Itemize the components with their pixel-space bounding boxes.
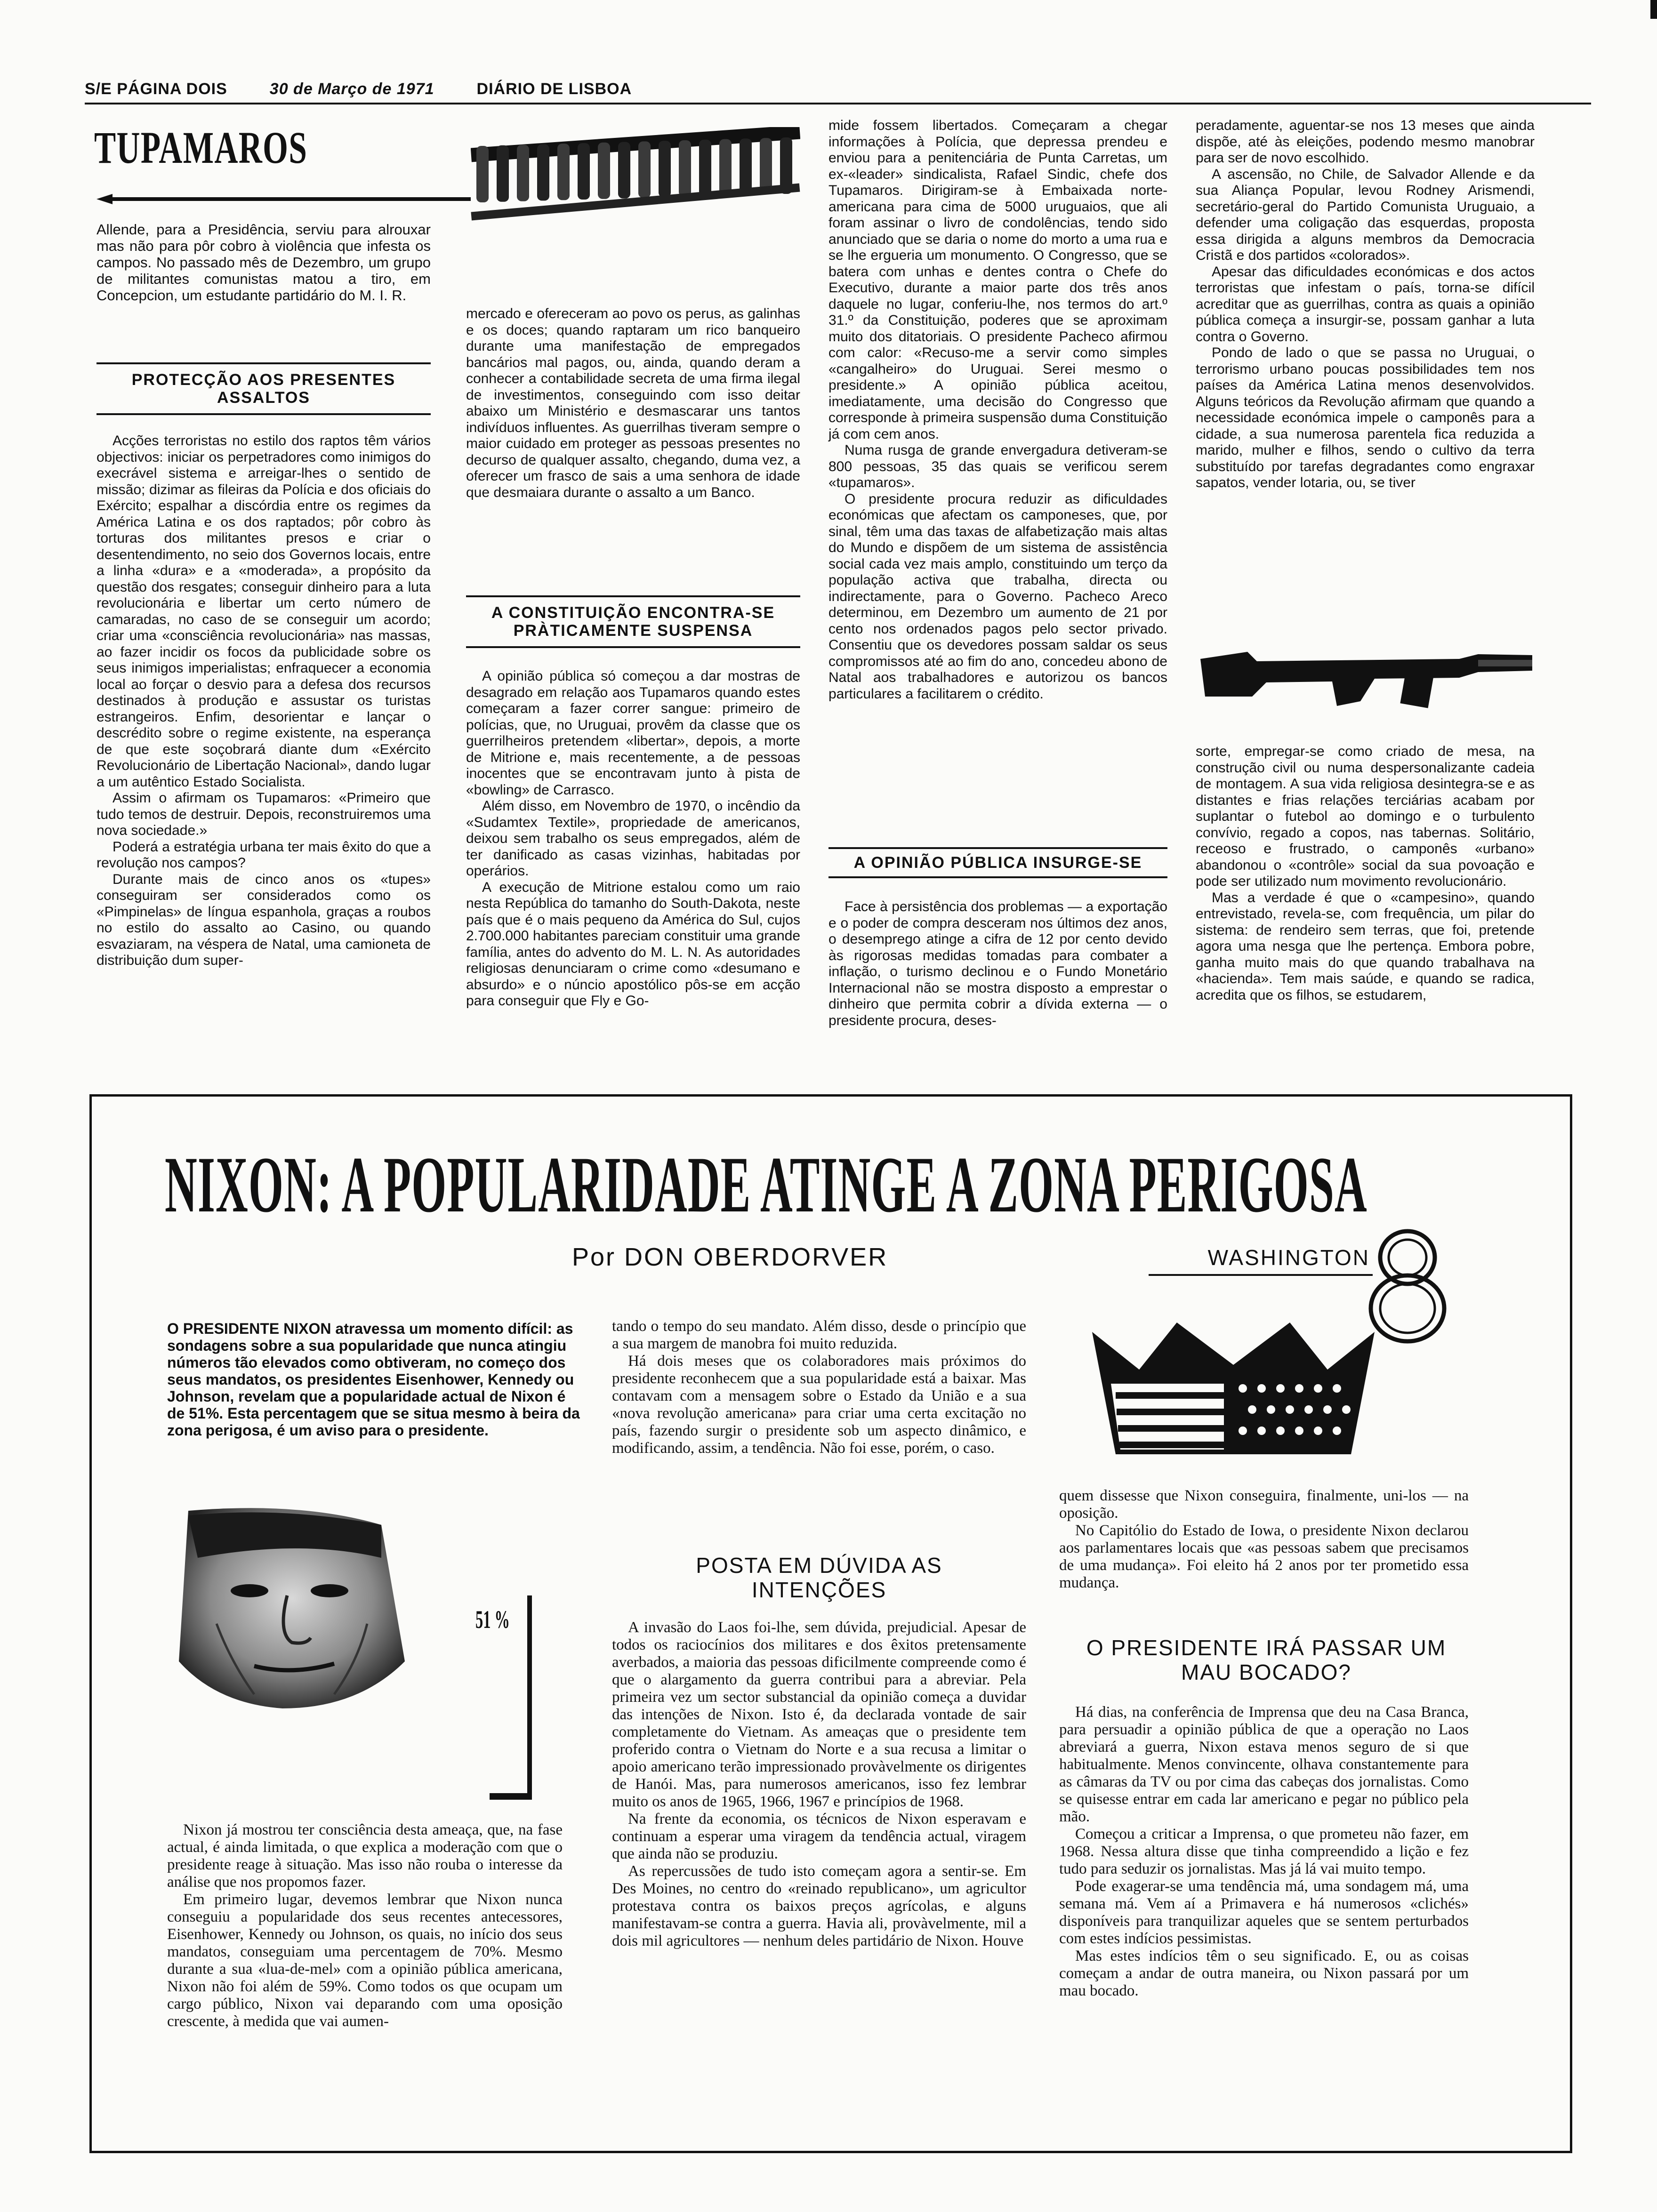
paragraph: tando o tempo do seu mandato. Além disso, desde o princípio que a sua margem de manobra foi muito reduzida.: [612, 1318, 1026, 1352]
nixon-headline: NIXON: A POPULARIDADE ATINGE A ZONA PERIGOSA: [165, 1140, 1367, 1229]
star-shape: [1314, 1427, 1322, 1435]
star-shape: [1304, 1405, 1313, 1414]
star-shape: [1239, 1427, 1247, 1435]
rifle-image: [1196, 626, 1535, 720]
bullet-shape: [719, 139, 732, 196]
ammunition-belt-image: [471, 127, 800, 245]
star-shape: [1295, 1384, 1303, 1393]
paragraph: As repercussões de tudo isto começam agora a sentir-se. Em Des Moines, no centro do «reinado republicano», um agricultor protestava contra os baixos preços agrícolas, e alguns manifestavam-se contra a guerra. Havia ali, provàvelmente, mil a dois mil agricultores — nenhum deles partidário de Nixon. Houve: [612, 1863, 1026, 1949]
dateline: WASHINGTON: [1149, 1245, 1373, 1276]
issue-date: 30 de Março de 1971: [269, 80, 434, 98]
paragraph: O presidente procura reduzir as dificuldades económicas que afectam os camponeses, que, por sinal, têm uma das taxas de alfabetização mais altas do Mundo e dispõem de um sistema de assistência social cada vez mais amplo, constituindo um terço da população activa que trabalha, directa ou indirectamente, para o Governo. Pacheco Areco determinou, em Dezembro um aumento de 21 por cento nos ordenados pagos pelo sector privado. Consentiu que os devedores possam saldar os seus compromissos até ao fim do ano, concedeu abono de Natal aos trabalhadores e autorizou os bancos particulares a facilitarem o crédito.: [828, 491, 1167, 702]
nixon-lede: O PRESIDENTE NIXON atravessa um momento difícil: as sondagens sobre a sua popularidade que nunca atingiu números tão elevados como obtiveram, no começo dos seus mandatos, os presidentes Eisenhower, Kennedy ou Johnson, revelam que a popularidade actual de Nixon é de 51%. Esta percentagem que se situa mesmo à beira da zona perigosa, é um aviso para o presidente.: [167, 1320, 580, 1439]
subheading-2: A CONSTITUIÇÃO ENCONTRA-SE PRÀTICAMENTE SUSPENSA: [466, 595, 800, 648]
bullet-shape: [699, 140, 711, 196]
arrow-left-icon: [97, 194, 483, 204]
paragraph: Além disso, em Novembro de 1970, o incêndio da «Sudamtex Textile», propriedade de americanos, deixou sem trabalho os seus empregados, além de ter danificado as casas vizinhas, habitadas por operários.: [466, 798, 800, 879]
nixon-column-2-body: [612, 1619, 1026, 1950]
crown-flag-illustration: [1083, 1313, 1384, 1464]
paragraph: Durante mais de cinco anos os «tupes» conseguiram ser considerados como os «Pimpinelas» de língua espanhola, graças a roubos no estilo do assalto ao Casino, ou quando esvaziaram, na véspera de Natal, uma camioneta de distribuição dum super-: [97, 871, 431, 968]
bullet-shape: [659, 141, 671, 197]
paragraph: Poderá a estratégia urbana ter mais êxito do que a revolução nos campos?: [97, 839, 431, 871]
bullet-shape: [497, 145, 509, 202]
tupamaros-column-4: [1196, 118, 1535, 491]
paragraph: mide fossem libertados. Começaram a chegar informações à Polícia, que depressa prendeu e enviou para a penitenciária de Punta Carretas, um ex-«leader» sindicalista, Rafael Sindic, chefe dos Tupamaros. Dirigiram-se à Embaixada norte-americana para cima de 5000 uruguaios, que ali foram assinar o livro de condolências, tendo sido anunciado que se daria o nome do morto a uma rua e se lhe ergueria um monumento. O Congresso, que se batera com unhas e dentes contra o Chefe do Executivo, durante a maior parte dos três anos daquele no lugar, conferiu-lhe, nos termos do art.º 31.º da Constituição, poderes que se aproximam muito dos ditatoriais. O presidente Pacheco afirmou com calor: «Recuso-me a servir como simples «cangalheiro» do Uruguai. Serei mesmo o presidente.» A opinião pública aceitou, imediatamente, uma decisão do Congresso que corresponde à primeira suspensão duma Constituição já com cem anos.: [828, 118, 1167, 442]
bullet-shape: [476, 146, 489, 202]
byline: Por DON OBERDORVER: [572, 1243, 888, 1271]
subheading-1: PROTECÇÃO AOS PRESENTES ASSALTOS: [97, 362, 431, 415]
tupamaros-column-1: [97, 221, 431, 304]
star-shape: [1248, 1405, 1256, 1414]
nixon-column-2: [612, 1318, 1026, 1457]
nixon-column-1: [167, 1821, 563, 2030]
nixon-portrait-image: [160, 1506, 447, 1713]
bullet-shape: [578, 143, 590, 200]
paragraph: A opinião pública só começou a dar mostras de desagrado em relação aos Tupamaros quando estes começaram a fazer correr sangue: primeiro de polícias, que, no Uruguai, provêm da classe que os guerrilheiros pretendem «libertar», depois, a morte de Mitrione e, mais recentemente, a de pessoas inocentes que se encontravam junto à pista de «bowling» de Carrasco.: [466, 668, 800, 798]
tupamaros-column-2-body: [466, 668, 800, 1010]
paragraph: quem dissesse que Nixon conseguira, finalmente, uni-los — na oposição.: [1059, 1487, 1469, 1522]
star-shape: [1286, 1405, 1294, 1414]
masthead-rule: [85, 103, 1591, 104]
star-shape: [1276, 1384, 1285, 1393]
paragraph: Há dias, na conferência de Imprensa que deu na Casa Branca, para persuadir a opinião pública de que a operação no Laos abreviará a guerra, Nixon estava menos seguro de si que habitualmente. Menos convincente, olhava constantemente para as câmaras da TV ou por cima das cabeças dos jornalistas. Como se quisesse entrar em cada lar americano e pegar no público pela mão.: [1059, 1704, 1469, 1825]
star-shape: [1257, 1427, 1266, 1435]
bullet-shape: [740, 138, 752, 195]
paragraph: Mas estes indícios têm o seu significado. E, ou as coisas começam a andar de outra maneira, ou Nixon passará por um mau bocado.: [1059, 1948, 1469, 1999]
paragraph: Pondo de lado o que se passa no Uruguai, o terrorismo urbano poucas possibilidades tem nos países da América Latina menos desenvolvidos. Alguns teóricos da Revolução afirmam que quando a necessidade económica impele o camponês para a cidade, a sua numerosa parentela fica reduzida a marido, mulher e filhos, sendo o cultivo da terra substituído por tarefas degradantes como engraxar sapatos, vender lotaria, ou, se tiver: [1196, 345, 1535, 490]
paragraph: Apesar das dificuldades económicas e dos actos terroristas que infestam o país, torna-se difícil acreditar que as guerrilhas, contra as quais a opinião pública começa a insurgir-se, possam ganhar a luta contra o Governo.: [1196, 264, 1535, 345]
bullet-shape: [598, 143, 610, 199]
subheading-3: A OPINIÃO PÚBLICA INSURGE-SE: [828, 847, 1167, 878]
paragraph: A invasão do Laos foi-lhe, sem dúvida, prejudicial. Apesar de todos os raciocínios dos militares e dos êxitos pretensamente averbados, a maioria das pessoas dificilmente compreende como é que o alargamento da guerra contribui para a abreviar. Pela primeira vez um sector substancial da opinião começa a duvidar das intenções de Nixon. Isto é, da declarada vontade de sair completamente do Vietnam. As ameaças que o presidente tem proferido contra o Vietnam do Norte e a sua recusa a limitar o apoio americano terão impressionado provàvelmente os dirigentes de Hanói. Mas, para numerosos americanos, isso fez lembrar muito os anos de 1965, 1966, 1967 e princípios de 1968.: [612, 1619, 1026, 1810]
bullet-shape: [517, 145, 529, 201]
star-shape: [1257, 1384, 1266, 1393]
paragraph: peradamente, aguentar-se nos 13 meses que ainda dispõe, até às eleições, podendo mesmo manobrar para ser de novo escolhido.: [1196, 118, 1535, 166]
paragraph: Nixon já mostrou ter consciência desta ameaça, que, na fase actual, é ainda limitada, o que explica a moderação com que o presidente reage à situação. Mas isso não rouba o interesse da análise que nos propomos fazer.: [167, 1821, 563, 1891]
paragraph: Na frente da economia, os técnicos de Nixon esperavam e continuam a esperar uma viragem da tendência actual, viragem que ainda não se produziu.: [612, 1811, 1026, 1862]
paragraph: Há dois meses que os colaboradores mais próximos do presidente reconhecem que a sua popularidade está a baixar. Mas contavam com a mensagem sobre o Estado da União e a sua «nova revolução americana» para criar uma certa excitação no país, fazendo surgir o presidente sob um aspecto dinâmico, e modificando, assim, a tendência. Não foi esse, porém, o caso.: [612, 1353, 1026, 1457]
paragraph: A ascensão, no Chile, de Salvador Allende e da sua Aliança Popular, levou Rodney Arismendi, secretário-geral do Partido Comunista Uruguaio, a defender uma coligação das esquerdas, proposta essa dirigida a alguns membros da Democracia Cristã e dos partidos «colorados».: [1196, 166, 1535, 263]
paragraph: Acções terroristas no estilo dos raptos têm vários objectivos: iniciar os perpetradores como inimigos do execrável sistema e arreigar-lhes o sentido de missão; dizimar as fileiras da Polícia e dos oficiais do Exército; espalhar a discórdia entre os regimes da América Latina e os dos raptados; pôr cobro às torturas dos militantes presos e criar o desentendimento, no seio dos Governos locais, entre a linha «dura» e a «moderada», a propósito da questão dos resgates; conseguir dinheiro para a luta revolucionária e libertar um certo número de camaradas, no caso de se conseguir um acordo; criar uma «consciência revolucionária» nas massas, ao fazer incidir os focos da publicidade sobre os seus inimigos imperialistas; enfraquecer a economia local ao forçar o desvio para a defesa dos recursos destinados à produção e assustar os turistas estrangeiros. Enfim, desorientar e lançar o descrédito sobre o regime existente, na esperança de que este soçobrará diante dum «Exército Revolucionário de Libertação Nacional», dando lugar a um autêntico Estado Socialista.: [97, 433, 431, 790]
tupamaros-column-1-body: [97, 433, 431, 969]
section-label: S/E PÁGINA DOIS: [85, 80, 227, 98]
bullet-shape: [679, 140, 691, 197]
nixon-column-3-body: [1059, 1704, 1469, 2000]
newspaper-name: DIÁRIO DE LISBOA: [476, 80, 632, 98]
paragraph: Mas a verdade é que o «campesino», quando entrevistado, revela-se, com frequência, um pilar do sistema: de rendeiro sem terras, que foi, pretende agora uma nesga que lhe pertença. Embora pobre, ganha muito mais do que quando trabalhava na «hacienda». Tem mais saúde, e quando se radica, acredita que os filhos, se estudarem,: [1196, 890, 1535, 1003]
bullet-shape: [537, 144, 549, 200]
paragraph: Em primeiro lugar, devemos lembrar que Nixon nunca conseguiu a popularidade dos seus recentes antecessores, Eisenhower, Kennedy ou Johnson, os quais, no início dos seus mandatos, conseguiam uma percentagem de 70%. Mesmo durante a sua «lua-de-mel» com a opinião pública americana, Nixon não foi além de 59%. Como todos os que ocupam um cargo público, Nixon vai deparando com uma oposição crescente, à medida que vai aumen-: [167, 1891, 563, 2030]
star-shape: [1333, 1427, 1341, 1435]
edge-mark: [1650, 0, 1657, 19]
star-shape: [1267, 1405, 1275, 1414]
star-shape: [1342, 1405, 1351, 1414]
paragraph: Assim o afirmam os Tupamaros: «Primeiro que tudo temos de destruir. Depois, reconstruiremos uma nova sociedade.»: [97, 790, 431, 838]
star-shape: [1276, 1427, 1285, 1435]
tupamaros-column-3-body: [828, 899, 1167, 1029]
bullet-shape: [557, 144, 570, 200]
paragraph: Pode exagerar-se uma tendência má, uma sondagem má, uma semana má. Vem aí a Primavera e há numerosos «clichés» disponíveis para tranquilizar aqueles que se sentem perturbados com estes indícios pessimistas.: [1059, 1878, 1469, 1947]
star-shape: [1323, 1405, 1332, 1414]
star-shape: [1295, 1427, 1303, 1435]
nixon-column-3: [1059, 1487, 1469, 1592]
masthead: [85, 80, 632, 98]
subheading-b: O PRESIDENTE IRÁ PASSAR UM MAU BOCADO?: [1086, 1635, 1447, 1684]
popularity-percentage-label: 51 %: [475, 1605, 510, 1634]
star-shape: [1333, 1384, 1341, 1393]
tupamaros-column-4-body: [1196, 744, 1535, 1003]
paragraph: Numa rusga de grande envergadura detiveram-se 800 pessoas, 35 das quais se verificou serem «tupamaros».: [828, 442, 1167, 490]
tupamaros-column-2: [466, 306, 800, 501]
paragraph: mercado e ofereceram ao povo os perus, as galinhas e os doces; quando raptaram um rico banqueiro durante uma manifestação de empregados bancários mal pagos, ou, ainda, quando deram a conhecer a contabilidade secreta de uma firma ilegal de investimentos, conseguindo com isso deitar abaixo um Ministério e desmascarar uns tantos indivíduos influentes. As guerrilhas tiveram sempre o maior cuidado em proteger as pessoas presentes no decurso de qualquer assalto, chegando, duma vez, a oferecer um frasco de sais a uma senhora de idade que desmaiara durante o assalto a um Banco.: [466, 306, 800, 500]
tupamaros-column-3: [828, 118, 1167, 702]
paragraph: Face à persistência dos problemas — a exportação e o poder de compra desceram nos últimos dez anos, o desemprego atinge a cifra de 12 por cento devido às rigorosas medidas tomadas para combater a inflação, o turismo declinou e o Fundo Monetário Internacional não se mostra disposto a emprestar o dinheiro que permita cobrir a dívida externa — o presidente procura, deses-: [828, 899, 1167, 1028]
popularity-bar-base: [490, 1793, 532, 1800]
paragraph: sorte, empregar-se como criado de mesa, na construção civil ou numa despersonalizante cadeia de montagem. A sua vida religiosa desintegra-se e as distantes e frias relações terciárias acabam por suplantar o futebol ao domingo e o turbulento convívio, regado a copos, nas tabernas. Solitário, receoso e frustrado, o camponês «urbano» abandonou o «contrôle» social da sua povoação e pode ser utilizado num movimento revolucionário.: [1196, 744, 1535, 889]
star-shape: [1239, 1384, 1247, 1393]
popularity-bar-vertical: [527, 1595, 532, 1798]
paragraph: A execução de Mitrione estalou como um raio nesta República do tamanho do South-Dakota, neste país que é o mais pequeno da América do Sul, cujos 2.700.000 habitantes pareciam constituir uma grande família, antes do advento do M. L. N. As autoridades religiosas denunciaram o crime como «desumano e absurdo» e o núncio apostólico pôs-se em acção para conseguir que Fly e Go-: [466, 879, 800, 1009]
paragraph: Começou a criticar a Imprensa, o que prometeu não fazer, em 1968. Nessa altura disse que tinha compreendido a lição e fez tudo para seduzir os jornalistas. Mas já lá vai muito tempo.: [1059, 1826, 1469, 1877]
paragraph: No Capitólio do Estado de Iowa, o presidente Nixon declarou aos parlamentares locais que «as pessoas sabem que precisamos de uma mudança». Foi eleito há 2 anos por ter prometido essa mudança.: [1059, 1522, 1469, 1591]
subheading-a: POSTA EM DÚVIDA AS INTENÇÕES: [696, 1553, 942, 1602]
article-kicker: TUPAMAROS: [94, 122, 308, 173]
intro-paragraph: Allende, para a Presidência, serviu para alrouxar mas não para pôr cobro à violência que infesta os campos. No passado mês de Dezembro, um grupo de militantes comunistas matou a tiro, em Concepcion, um estudante partidário do M. I. R.: [97, 221, 431, 304]
bullet-shape: [618, 142, 630, 199]
star-shape: [1314, 1384, 1322, 1393]
bullet-shape: [638, 141, 651, 198]
